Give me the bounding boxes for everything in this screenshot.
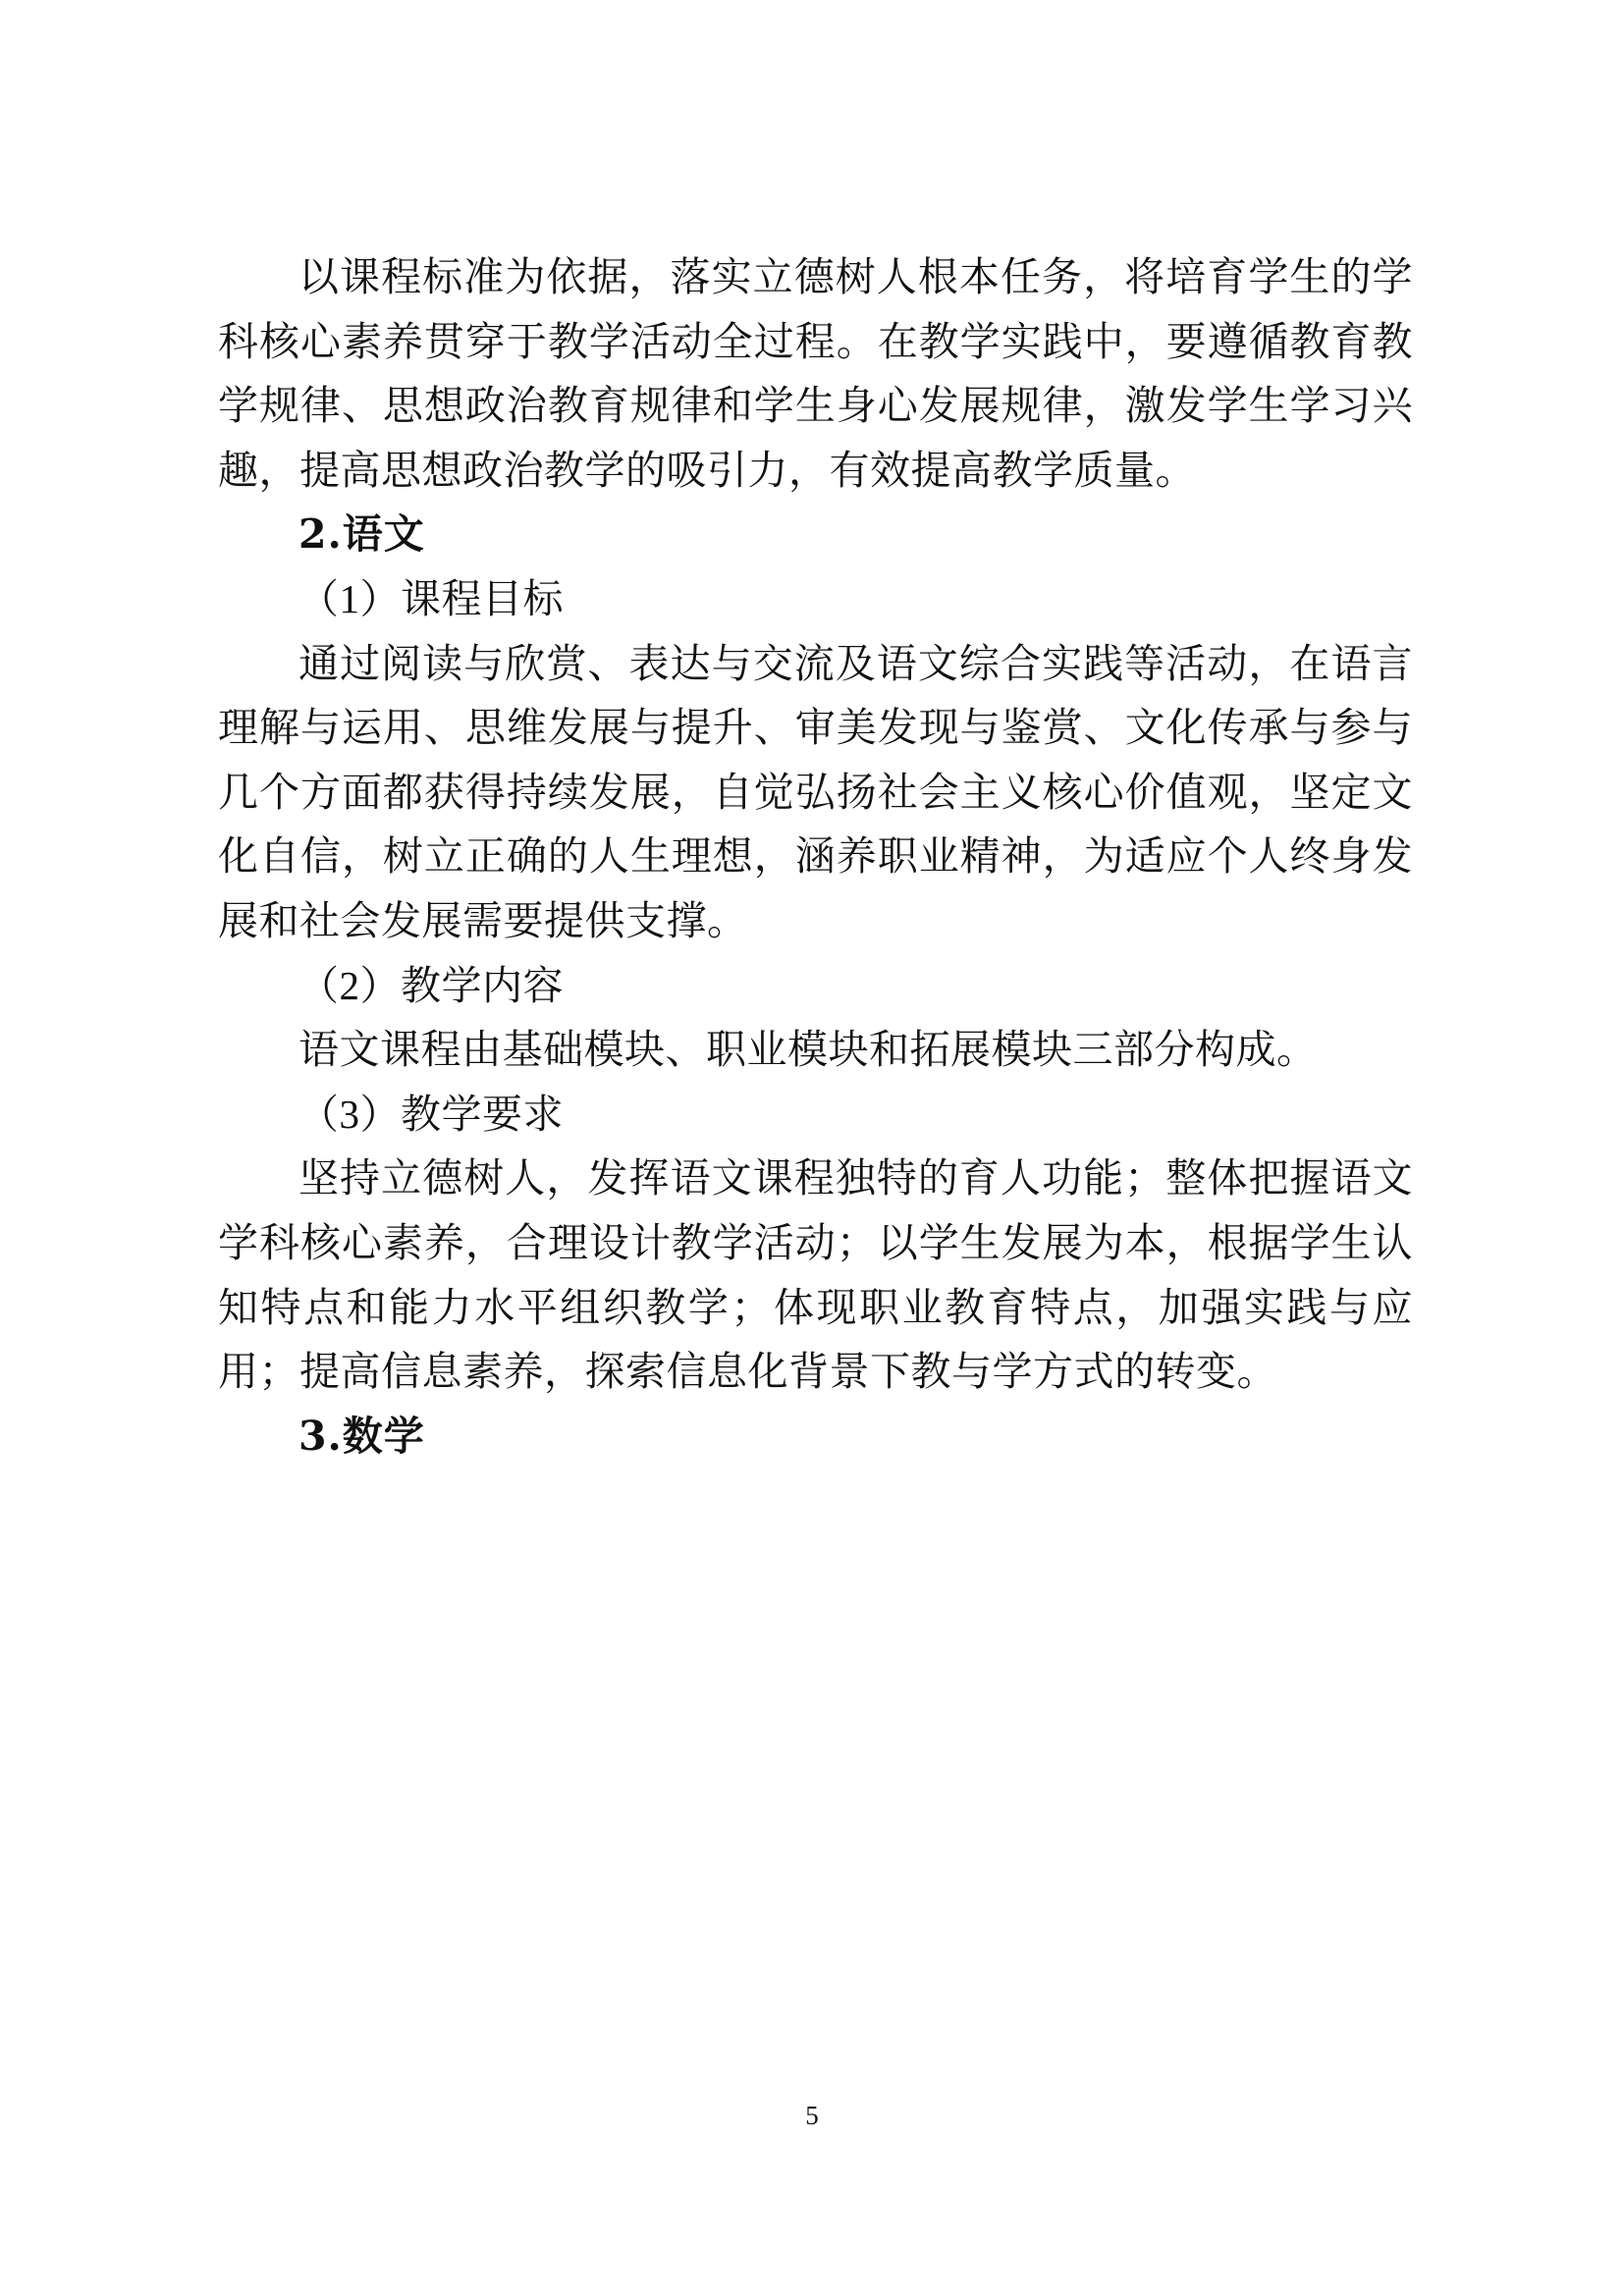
heading-chinese-language: 2.语文 — [298, 510, 425, 559]
page-number: 5 — [805, 2101, 819, 2130]
paragraph-policy-basis: 以课程标准为依据，落实立德树人根本任务，将培育学生的学科核心素养贯穿于教学活动全过程。在教学实践中，要遵循教育教学规律、思想政治教育规律和学生身心发展规律，激发学生学习兴趣，提高思想政治教学的吸引力，有效提高教学质量。 — [218, 254, 1413, 493]
paragraph-teaching-content: 语文课程由基础模块、职业模块和拓展模块三部分构成。 — [298, 1027, 1318, 1073]
subheading-teaching-requirements: （3）教学要求 — [298, 1091, 564, 1137]
document-body — [218, 245, 1413, 1468]
heading-mathematics: 3.数学 — [298, 1412, 425, 1460]
subheading-teaching-content: （2）教学内容 — [298, 962, 564, 1008]
paragraph-teaching-requirements: 坚持立德树人，发挥语文课程独特的育人功能；整体把握语文学科核心素养，合理设计教学活动；以学生发展为本，根据学生认知特点和能力水平组织教学；体现职业教育特点，加强实践与应用；提高信息素养，探索信息化背景下教与学方式的转变。 — [218, 1155, 1413, 1395]
paragraph-course-objectives: 通过阅读与欣赏、表达与交流及语文综合实践等活动，在语言理解与运用、思维发展与提升、审美发现与鉴赏、文化传承与参与几个方面都获得持续发展，自觉弘扬社会主义核心价值观，坚定文化自信，树立正确的人生理想，涵养职业精神，为适应个人终身发展和社会发展需要提供支撑。 — [218, 640, 1413, 943]
subheading-course-objectives: （1）课程目标 — [298, 575, 564, 621]
